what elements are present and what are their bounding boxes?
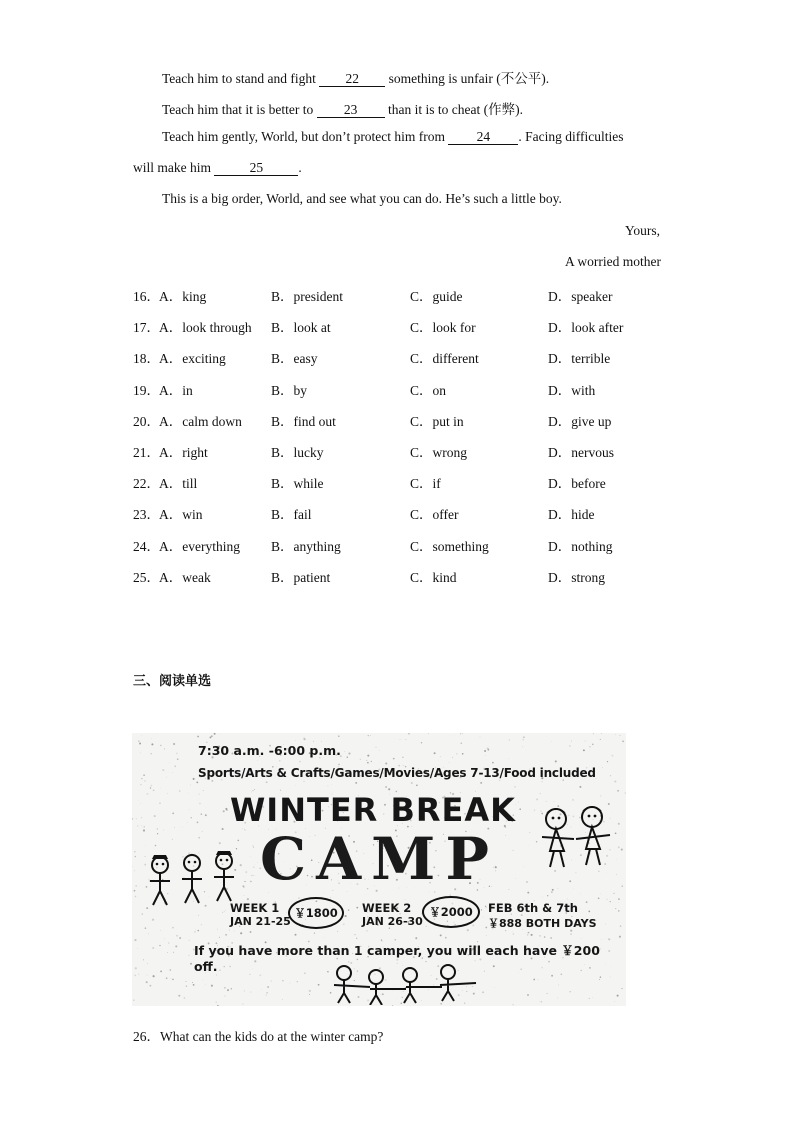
question-row <box>133 410 693 428</box>
option-d: D．with <box>548 382 596 398</box>
option-b: B．easy <box>271 351 318 367</box>
option-a: A．exciting <box>159 351 226 367</box>
option-c: C．put in <box>410 413 464 429</box>
question-row <box>133 441 693 459</box>
blank-24: 24 <box>448 129 518 145</box>
camp-activities: Sports/Arts & Crafts/Games/Movies/Ages 7-13/Food included <box>198 766 596 780</box>
passage-text: . Facing difficulties <box>518 129 624 144</box>
option-a: A．everything <box>159 538 240 554</box>
option-d: D．look after <box>548 320 624 336</box>
camp-hours: 7:30 a.m. -6:00 p.m. <box>198 743 341 758</box>
option-b: B．fail <box>271 507 312 523</box>
question-row <box>133 285 693 303</box>
question-number: 20． <box>133 413 160 429</box>
option-a: A．weak <box>159 569 211 585</box>
option-d: D．strong <box>548 569 605 585</box>
option-b: B．lucky <box>271 445 324 460</box>
option-c: C．look for <box>410 320 476 336</box>
passage-line-22 <box>162 67 549 87</box>
passage-text: than it is to cheat (作弊). <box>384 102 523 117</box>
option-b: B．find out <box>271 413 336 429</box>
option-a: A．king <box>159 289 207 304</box>
question-row <box>133 379 693 397</box>
question-number: 22． <box>133 476 160 492</box>
question-number: 25． <box>133 569 160 585</box>
blank-25: 25 <box>214 160 298 176</box>
kids-pair-right-icon <box>536 805 616 873</box>
question-number: 18． <box>133 351 160 367</box>
option-b: B．while <box>271 476 324 492</box>
option-d: D．nothing <box>548 538 613 554</box>
option-c: C．guide <box>410 289 463 304</box>
question-number: 23． <box>133 507 160 523</box>
week2-dates: JAN 26-30 <box>362 915 423 928</box>
passage-line-24 <box>162 129 624 145</box>
question-row <box>133 472 693 490</box>
question-row <box>133 347 693 365</box>
feb-label: FEB 6th & 7th <box>488 901 578 915</box>
week1-label: WEEK 1 <box>230 901 280 915</box>
option-a: A．till <box>159 476 198 492</box>
passage-text: . <box>298 160 302 175</box>
option-c: C．on <box>410 382 447 398</box>
passage-text: will make him <box>133 160 215 175</box>
passage-text: Teach him to stand and fight <box>162 71 320 86</box>
question-number: 24． <box>133 538 160 554</box>
letter-closing: Yours, <box>624 223 660 238</box>
option-a: A．right <box>159 445 208 460</box>
option-d: D．before <box>548 476 606 492</box>
passage-text: something is unfair (不公平). <box>385 71 550 86</box>
question-number: 19． <box>133 382 160 398</box>
question-row <box>133 316 693 334</box>
week2-price: ￥2000 <box>422 896 480 928</box>
discount-offer: If you have more than 1 camper, you will each have ￥200 off. <box>194 943 600 974</box>
option-b: B．by <box>271 382 308 398</box>
question-number: 16． <box>133 289 160 304</box>
option-b: B．patient <box>271 569 331 585</box>
passage-line-23 <box>162 98 523 118</box>
letter-signature: A worried mother <box>565 254 661 269</box>
option-c: C．wrong <box>410 445 467 460</box>
week2-label: WEEK 2 <box>362 901 412 915</box>
option-b: B．look at <box>271 320 331 336</box>
option-a: A．look through <box>159 320 252 336</box>
option-d: D．nervous <box>548 445 614 460</box>
option-c: C．kind <box>410 569 457 585</box>
blank-23: 23 <box>317 102 385 118</box>
question-row <box>133 535 693 553</box>
passage-line-final: This is a big order, World, and see what you can do. He’s such a little boy. <box>162 191 562 206</box>
passage-text: Teach him that it is better to <box>162 102 317 117</box>
feb-price: ￥888 BOTH DAYS <box>488 917 597 930</box>
poster-title-main: CAMP <box>260 825 499 893</box>
option-d: D．terrible <box>548 351 611 367</box>
option-a: A．calm down <box>159 413 242 429</box>
week1-price: ￥1800 <box>288 897 344 929</box>
question-row <box>133 566 693 584</box>
option-c: C．something <box>410 538 489 554</box>
question-number: 21． <box>133 445 160 460</box>
blank-22: 22 <box>319 71 385 87</box>
section-title: 三、阅读单选 <box>133 674 212 689</box>
passage-line-25 <box>133 160 302 176</box>
kids-group-left-icon <box>146 851 238 911</box>
poster-title-top: WINTER BREAK <box>230 791 516 829</box>
option-c: C．offer <box>410 507 459 523</box>
passage-text: Teach him gently, World, but don’t protect him from <box>162 129 449 144</box>
question-row <box>133 503 693 521</box>
option-b: B．anything <box>271 538 341 554</box>
option-a: A．in <box>159 382 193 398</box>
option-c: C．if <box>410 476 441 492</box>
winter-camp-poster <box>132 733 626 1006</box>
option-a: A．win <box>159 507 203 523</box>
option-d: D．hide <box>548 507 595 523</box>
option-d: D．give up <box>548 413 612 429</box>
option-d: D．speaker <box>548 289 613 304</box>
week1-dates: JAN 21-25 <box>230 915 291 928</box>
question-26: 26．What can the kids do at the winter camp? <box>133 1029 384 1044</box>
question-number: 17． <box>133 320 160 336</box>
option-b: B．president <box>271 289 343 304</box>
option-c: C．different <box>410 351 479 367</box>
